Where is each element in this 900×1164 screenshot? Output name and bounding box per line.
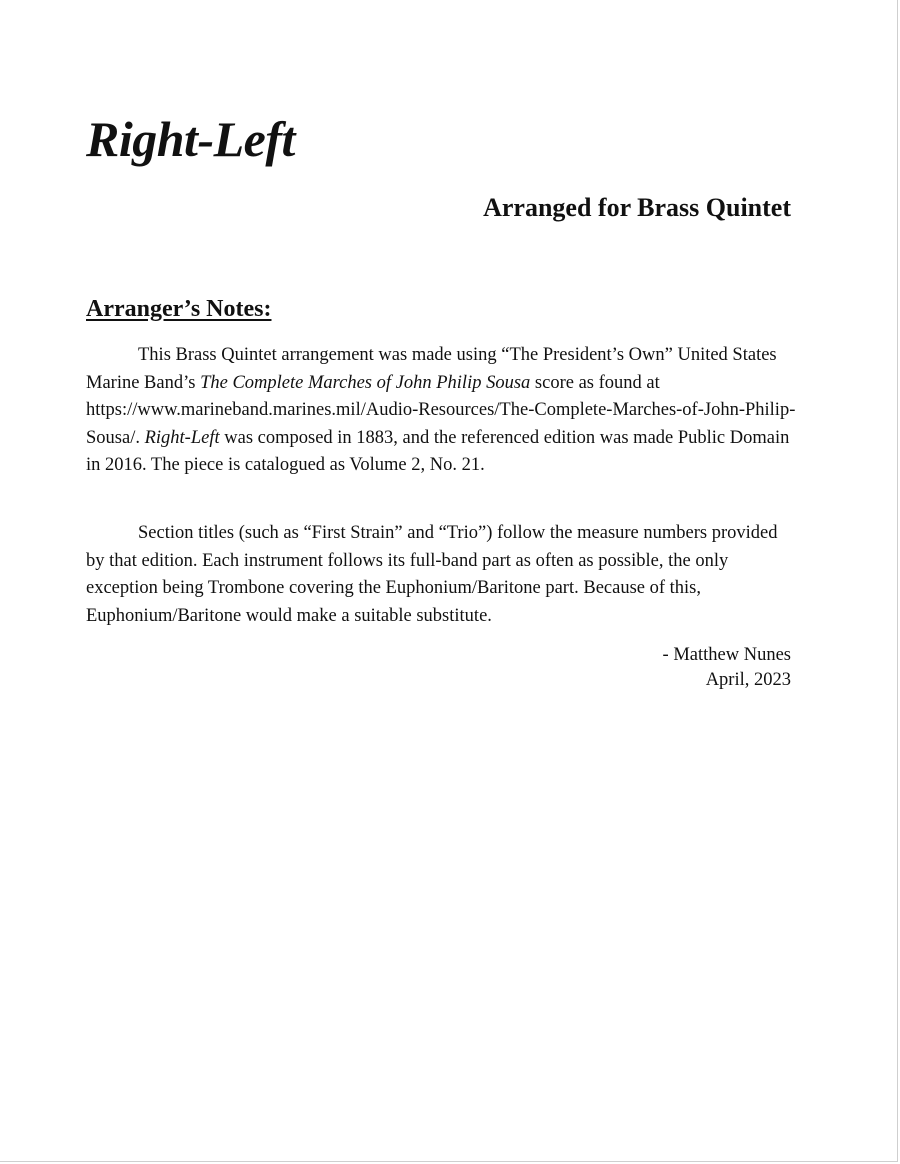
paragraph-1-text: This Brass Quintet arrangement was made using “The President’s Own” United States Marine Band’s [86,345,777,393]
piece-title-italic: Right-Left [144,427,220,448]
arrangement-subtitle: Arranged for Brass Quintet [483,193,791,222]
paragraph-1-text: score as found at https://www.marineband.marines.mil/Audio-Resources/The-Complete-Marches-of-John-Philip-Sousa/. [86,372,796,448]
notes-paragraph-1 [86,342,796,480]
score-title-italic: The Complete Marches of John Philip Sousa [200,372,531,393]
arrangers-notes-heading: Arranger’s Notes: [86,296,272,322]
paragraph-1-text: was composed in 1883, and the referenced edition was made Public Domain in 2016. The piece is catalogued as Volume 2, No. 21. [86,427,790,475]
notes-paragraph-2: Section titles (such as “First Strain” and “Trio”) follow the measure numbers provided by that edition. Each instrument follows its full-band part as often as possible, the only exception being Trombone covering the Euphonium/Baritone part. Because of this, Euphonium/Baritone would make a suitable substitute. [86,523,778,626]
arranger-name: - Matthew Nunes [662,645,791,665]
signature-block [663,643,791,693]
piece-title: Right-Left [86,111,295,167]
signature-date: April, 2023 [705,670,791,690]
